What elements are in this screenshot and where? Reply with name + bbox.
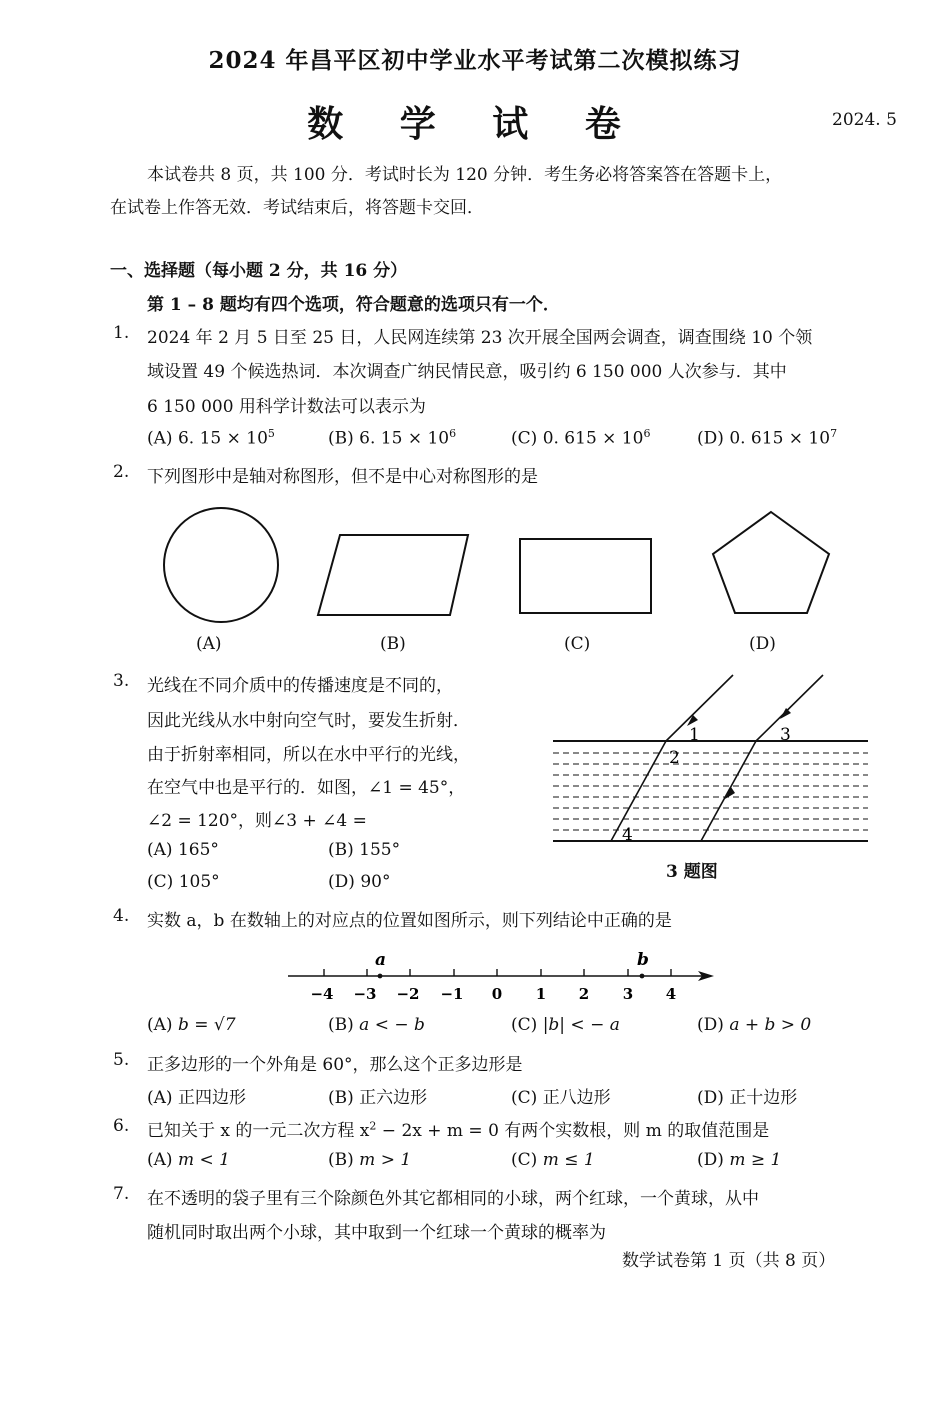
q3-option-b: (B) 155° [328, 840, 401, 860]
q4-number: 4. [113, 906, 130, 926]
q5-option-b: (B) 正六边形 [328, 1088, 428, 1108]
q6-option-a: (A) m < 1 [147, 1150, 230, 1170]
q7-number: 7. [113, 1184, 130, 1204]
instructions-line-1: 本试卷共 8 页，共 100 分．考试时长为 120 分钟．考生务必将答案答在答题卡上， [147, 165, 783, 185]
q6-option-c: (C) m ≤ 1 [511, 1150, 595, 1170]
q4-option-c: (C) |b| < − a [511, 1015, 620, 1035]
svg-text:−3: −3 [353, 985, 377, 1003]
ray-2-arrow [780, 708, 791, 719]
q3-line-2: 因此光线从水中射向空气时，要发生折射． [147, 711, 470, 731]
parallelogram-shape [318, 535, 468, 615]
q3-option-a: (A) 165° [147, 840, 219, 860]
q3-line-4: 在空气中也是平行的．如图，∠1 = 45°， [147, 778, 466, 798]
svg-text:−4: −4 [310, 985, 334, 1003]
tick-labels [310, 985, 676, 1003]
q1-line-1: 2024 年 2 月 5 日至 25 日，人民网连续第 23 次开展全国两会调查，调查围绕 10 个领 [147, 328, 813, 348]
svg-text:0: 0 [491, 985, 503, 1003]
q3-option-d: (D) 90° [328, 872, 391, 892]
exam-subtitle: 数 学 试 卷 [307, 103, 643, 145]
q2-label-b: (B) [380, 634, 406, 654]
circle-shape [164, 508, 278, 622]
angle-3-label: 3 [780, 725, 791, 745]
ray-1-water [611, 741, 666, 841]
q1-number: 1. [113, 323, 130, 343]
q3-line-5: ∠2 = 120°，则∠3 + ∠4 = [147, 811, 367, 831]
q5-number: 5. [113, 1050, 130, 1070]
q2-label-a: (A) [196, 634, 222, 654]
svg-text:2: 2 [578, 985, 590, 1003]
q4-option-a: (A) b = √7 [147, 1015, 236, 1035]
q5-text: 正多边形的一个外角是 60°，那么这个正多边形是 [147, 1055, 523, 1075]
q5-option-d: (D) 正十边形 [697, 1088, 798, 1108]
svg-text:3: 3 [622, 985, 634, 1003]
q4-text: 实数 a，b 在数轴上的对应点的位置如图所示，则下列结论中正确的是 [147, 911, 672, 931]
q3-option-c: (C) 105° [147, 872, 220, 892]
instructions-line-2: 在试卷上作答无效．考试结束后，将答题卡交回． [110, 198, 484, 218]
q2-label-d: (D) [749, 634, 776, 654]
exam-title: 2024 年昌平区初中学业水平考试第二次模拟练习 [208, 47, 742, 74]
q3-line-1: 光线在不同介质中的传播速度是不同的， [147, 676, 453, 696]
q4-option-b: (B) a < − b [328, 1015, 425, 1035]
q6-option-b: (B) m > 1 [328, 1150, 412, 1170]
axis-ticks [324, 969, 671, 976]
ray-2-water [701, 741, 756, 841]
q7-line-2: 随机同时取出两个小球，其中取到一个红球一个黄球的概率为 [147, 1223, 606, 1243]
q1-option-b: (B) 6. $15 \times 10^6$ [328, 427, 457, 449]
q1-option-d: (D) 0. $615 \times 10^7$ [697, 427, 838, 449]
svg-text:1: 1 [535, 985, 547, 1003]
point-b-dot [640, 974, 645, 979]
water-lines [553, 753, 868, 830]
q2-number: 2. [113, 462, 130, 482]
q7-line-1: 在不透明的袋子里有三个除颜色外其它都相同的小球，两个红球，一个黄球，从中 [147, 1189, 759, 1209]
q4-option-d: (D) a + b > 0 [697, 1015, 812, 1035]
q1-option-c: (C) 0. $615 \times 10^6$ [511, 427, 651, 449]
q6-number: 6. [113, 1116, 130, 1136]
angle-1-label: 1 [689, 725, 700, 745]
point-a-label: a [375, 950, 387, 970]
pentagon-shape [713, 512, 829, 613]
point-b-label: b [637, 950, 649, 970]
svg-text:−1: −1 [440, 985, 464, 1003]
q5-option-c: (C) 正八边形 [511, 1088, 611, 1108]
angle-4-label: 4 [622, 825, 633, 845]
angle-2-label: 2 [669, 748, 680, 768]
q5-option-a: (A) 正四边形 [147, 1088, 246, 1108]
q3-refraction-figure [548, 670, 878, 850]
q3-figure-caption: 3 题图 [666, 862, 718, 882]
rectangle-shape [520, 539, 651, 613]
q1-line-2: 域设置 49 个候选热词．本次调查广纳民情民意，吸引约 6 150 000 人次参与．其中 [147, 362, 787, 382]
q1-line-3: 6 150 000 用科学计数法可以表示为 [147, 397, 426, 417]
q2-text: 下列图形中是轴对称图形，但不是中心对称图形的是 [147, 467, 538, 487]
exam-date: 2024. 5 [832, 110, 897, 130]
section-note: 第 1 – 8 题均有四个选项，符合题意的选项只有一个． [147, 295, 560, 315]
section-heading: 一、选择题（每小题 2 分，共 16 分） [110, 261, 408, 281]
q6-option-d: (D) m ≥ 1 [697, 1150, 782, 1170]
q3-line-3: 由于折射率相同，所以在水中平行的光线， [147, 745, 470, 765]
svg-text:4: 4 [665, 985, 677, 1003]
page-footer: 数学试卷第 1 页（共 8 页） [622, 1251, 836, 1271]
q4-number-line [280, 945, 720, 1005]
q3-number: 3. [113, 671, 130, 691]
q1-option-a: (A) 6. $15 \times 10^5$ [147, 427, 275, 449]
q2-figures [150, 505, 850, 630]
svg-text:−2: −2 [396, 985, 420, 1003]
q2-label-c: (C) [564, 634, 591, 654]
point-a-dot [378, 974, 383, 979]
q6-text: 已知关于 x 的一元二次方程 $x^2 - 2x + m = 0$ 有两个实数根，则 m 的取值范围是 [147, 1119, 770, 1141]
